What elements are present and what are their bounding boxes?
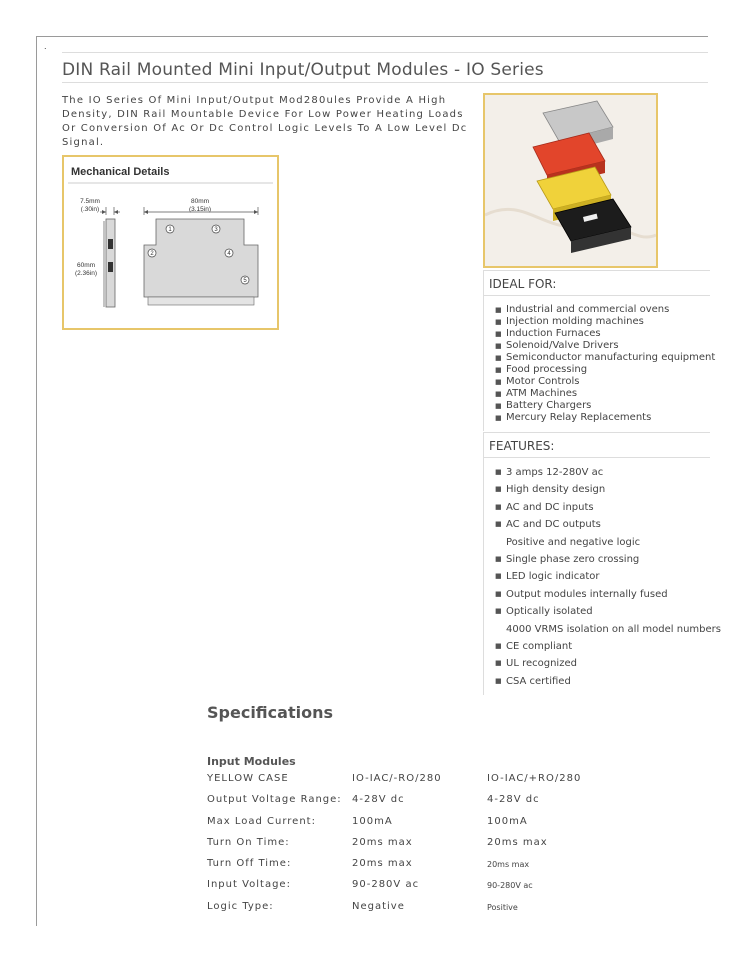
specifications-heading: Specifications	[207, 703, 333, 722]
list-item-text: Semiconductor manufacturing equipment	[506, 352, 716, 363]
dim-width-large: 80mm	[190, 198, 210, 205]
mechanical-drawing	[64, 157, 277, 328]
ideal-for-panel	[483, 270, 716, 431]
square-bullet-icon: ■	[495, 554, 502, 563]
dim-width-small-in: (.30in)	[80, 206, 100, 213]
list-item	[484, 673, 710, 690]
spec-label: Input Voltage:	[207, 879, 291, 891]
square-bullet-icon: ■	[495, 468, 502, 476]
list-item-text: Optically isolated	[506, 606, 593, 618]
square-bullet-icon: ■	[495, 572, 502, 581]
list-item-text: Solenoid/Valve Drivers	[506, 340, 619, 351]
spec-value-positive: 100mA	[487, 815, 528, 827]
spec-label: Logic Type:	[207, 900, 274, 912]
page-title: DIN Rail Mounted Mini Input/Output Modules - IO Series	[62, 60, 544, 80]
intro-paragraph: The IO Series Of Mini Input/Output Mod280ules Provide A High Density, DIN Rail Mountable Device For Low Power Heating Loads Or Conversion Of Ac Or Dc Control Logic Levels To A Low Level Dc Signal.	[62, 95, 468, 148]
spec-label: Output Voltage Range:	[207, 794, 342, 806]
list-item	[484, 568, 710, 585]
list-item-text: UL recognized	[506, 658, 577, 670]
square-bullet-icon: ■	[495, 330, 502, 338]
product-image	[483, 93, 658, 268]
frame-left-border	[36, 36, 37, 926]
list-item-text: Battery Chargers	[506, 400, 592, 411]
product-modules-illustration	[485, 95, 656, 266]
square-bullet-icon: ■	[495, 366, 502, 374]
terminal-2: 2	[150, 251, 154, 258]
list-item	[484, 328, 710, 340]
mechanical-heading: Mechanical Details	[71, 166, 170, 178]
list-item	[484, 516, 710, 533]
dim-width-large-in: (3.15in)	[188, 206, 212, 213]
square-bullet-icon: ■	[495, 402, 502, 410]
list-item-text: Mercury Relay Replacements	[506, 412, 652, 423]
spec-value-negative: 100mA	[352, 815, 393, 827]
features-panel	[483, 432, 721, 695]
corner-dot: .	[44, 42, 47, 51]
list-item-text: Motor Controls	[506, 376, 580, 387]
spec-value-negative: 20ms max	[352, 836, 413, 848]
list-item	[484, 655, 710, 672]
list-item-sub	[484, 534, 710, 551]
list-item-text: CSA certified	[506, 675, 571, 687]
terminal-5: 5	[243, 278, 247, 285]
ideal-for-rule	[484, 295, 710, 296]
square-bullet-icon: ■	[495, 414, 502, 422]
mechanical-details-figure	[62, 155, 279, 330]
list-item	[484, 388, 710, 400]
square-bullet-icon: ■	[495, 520, 502, 529]
square-bullet-icon: ■	[495, 485, 502, 494]
square-bullet-icon: ■	[495, 676, 502, 685]
spec-value-positive: 20ms max	[487, 860, 530, 870]
front-view-housing	[144, 219, 258, 297]
list-item	[484, 603, 710, 620]
square-bullet-icon: ■	[495, 589, 502, 598]
list-item-text: Injection molding machines	[506, 316, 644, 327]
list-item-text: Single phase zero crossing	[506, 553, 640, 565]
spec-value-positive: 20ms max	[487, 836, 548, 848]
list-item	[484, 412, 710, 424]
terminal-4: 4	[227, 251, 231, 258]
spec-label: Turn On Time:	[207, 836, 290, 848]
features-rule	[484, 457, 710, 458]
list-item-text: Output modules internally fused	[506, 588, 668, 600]
list-item	[484, 464, 710, 481]
list-item-text: AC and DC outputs	[506, 519, 601, 531]
list-item	[484, 400, 710, 412]
side-view-slot-bottom	[108, 262, 113, 272]
spec-value-negative: 4-28V dc	[352, 794, 405, 806]
list-item	[484, 304, 710, 316]
spec-value-negative: 20ms max	[352, 858, 413, 870]
square-bullet-icon: ■	[495, 342, 502, 350]
list-item-text: Food processing	[506, 364, 588, 375]
list-item-text: Industrial and commercial ovens	[506, 304, 670, 315]
list-item-text: Induction Furnaces	[506, 328, 601, 339]
list-item-text: 3 amps 12-280V ac	[506, 467, 604, 478]
spec-value-positive: Positive	[487, 902, 518, 912]
list-item-text: 4000 VRMS isolation on all model numbers	[506, 623, 721, 635]
input-modules-heading: Input Modules	[207, 755, 296, 768]
spec-value-negative: IO-IAC/-RO/280	[352, 773, 442, 784]
spec-value-negative: Negative	[352, 900, 405, 912]
list-item-text: ATM Machines	[506, 388, 578, 399]
square-bullet-icon: ■	[495, 390, 502, 398]
ideal-for-heading: IDEAL FOR:	[489, 277, 557, 291]
square-bullet-icon: ■	[495, 378, 502, 386]
list-item	[484, 316, 710, 328]
features-heading: FEATURES:	[489, 439, 555, 453]
dim-height-in: (2.36in)	[74, 270, 98, 277]
list-item	[484, 376, 710, 388]
list-item	[484, 638, 710, 655]
list-item	[484, 551, 710, 568]
frame-top-border	[36, 36, 708, 37]
list-item-text: AC and DC inputs	[506, 501, 594, 513]
square-bullet-icon: ■	[495, 306, 502, 314]
spec-value-positive: IO-IAC/+RO/280	[487, 773, 582, 784]
terminal-1: 1	[168, 227, 172, 234]
spec-label: YELLOW CASE	[207, 773, 289, 784]
dim-width-small: 7.5mm	[80, 198, 100, 205]
list-item-text: CE compliant	[506, 640, 573, 652]
list-item	[484, 481, 710, 498]
ideal-for-list	[484, 304, 716, 424]
square-bullet-icon: ■	[495, 354, 502, 362]
spec-value-positive: 90-280V ac	[487, 881, 533, 891]
list-item-text: High density design	[506, 484, 606, 496]
side-view-slot-top	[108, 239, 113, 249]
list-item-text: Positive and negative logic	[506, 536, 641, 548]
list-item-sub	[484, 621, 721, 638]
list-item-text: LED logic indicator	[506, 571, 600, 583]
din-rail-clip	[148, 297, 254, 305]
spec-label: Max Load Current:	[207, 815, 316, 827]
spec-value-positive: 4-28V dc	[487, 794, 540, 806]
square-bullet-icon: ■	[495, 607, 502, 616]
list-item	[484, 340, 710, 352]
spec-value-negative: 90-280V ac	[352, 879, 420, 891]
list-item	[484, 499, 710, 516]
square-bullet-icon: ■	[495, 502, 502, 511]
square-bullet-icon: ■	[495, 659, 502, 668]
spec-label: Turn Off Time:	[207, 858, 292, 870]
top-rule	[62, 52, 708, 53]
square-bullet-icon: ■	[495, 318, 502, 326]
title-rule	[62, 82, 708, 83]
terminal-3: 3	[214, 227, 218, 234]
square-bullet-icon: ■	[495, 641, 502, 650]
features-list	[484, 464, 721, 690]
dim-height: 60mm	[76, 262, 96, 269]
list-item	[484, 352, 716, 364]
list-item	[484, 364, 710, 376]
list-item	[484, 586, 710, 603]
